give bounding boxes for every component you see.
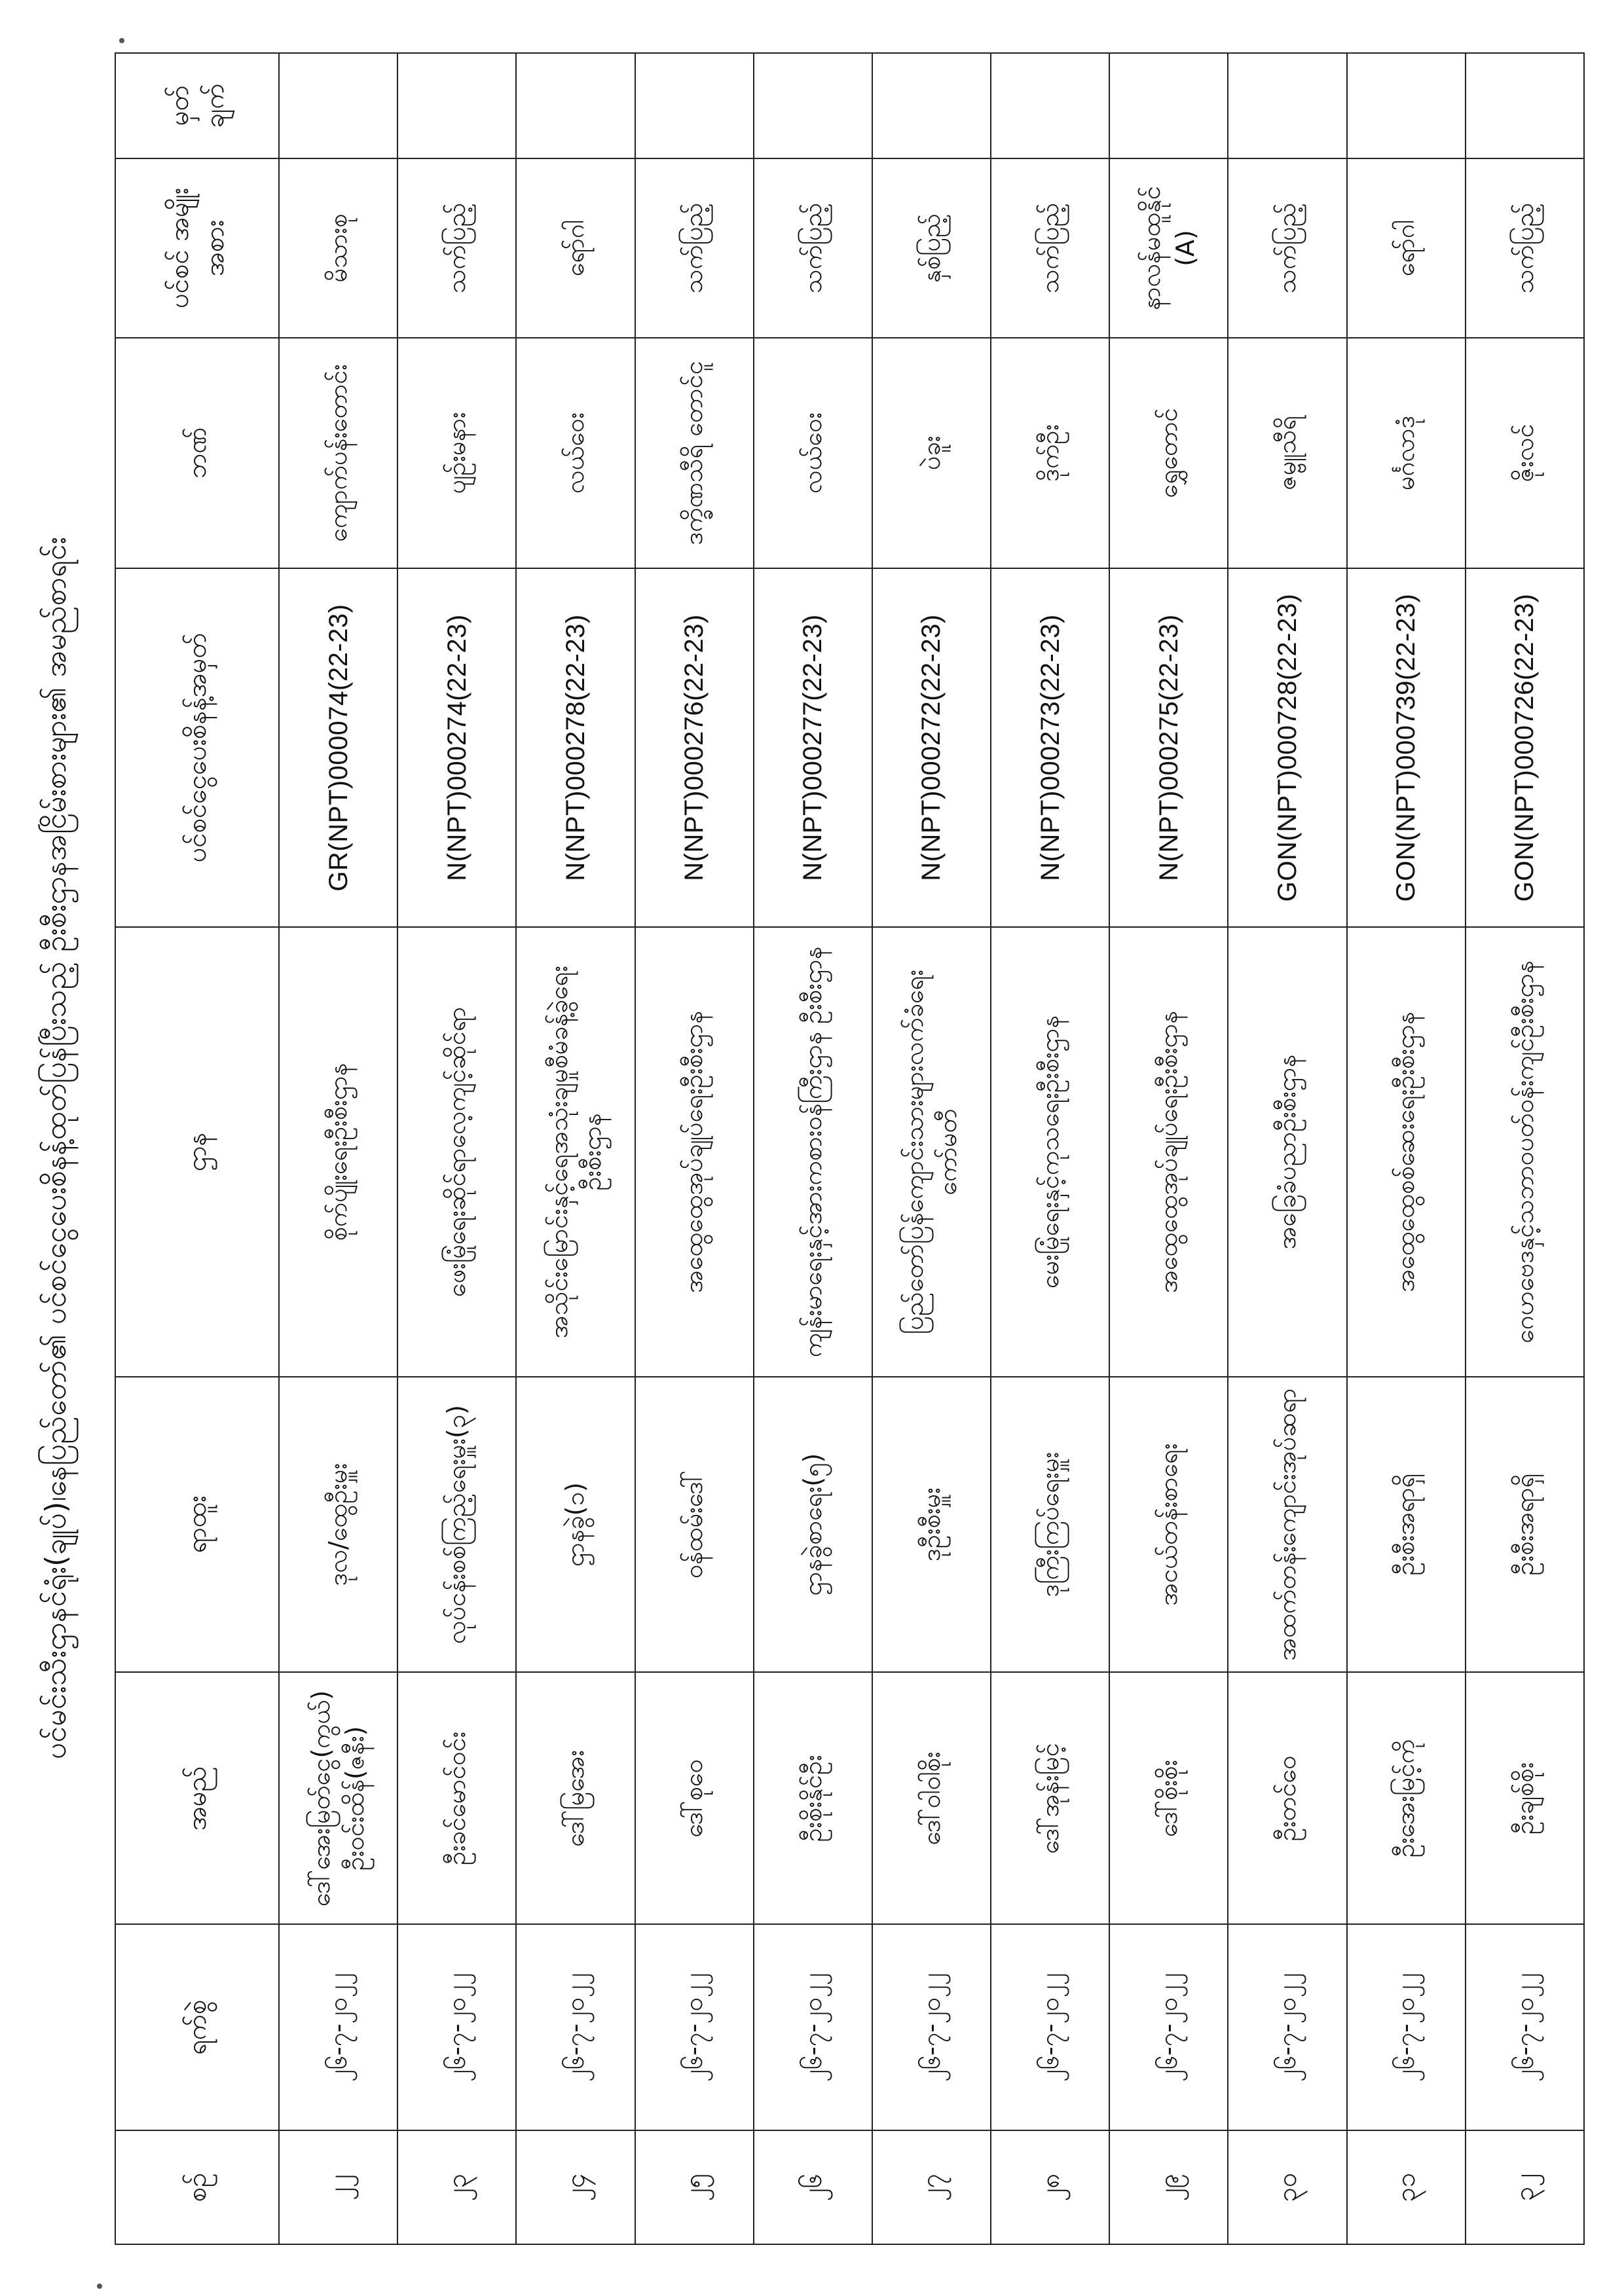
cell-pension-no: N(NPT)000275(22-23) (1109, 568, 1228, 928)
cell-rank: ဒုဦးစီးမှူး (872, 1377, 991, 1673)
cell-pension-no: N(NPT)000274(22-23) (397, 568, 516, 928)
cell-rank: ဌာနခွဲ(၁) (516, 1377, 635, 1673)
table-row (754, 53, 872, 2244)
cell-pension-type: သက်ပြည့် (1466, 158, 1584, 338)
cell-pension-no: N(NPT)000272(22-23) (872, 568, 991, 928)
cell-name: ဦးအေးမြင့်ကို (1347, 1672, 1466, 1924)
cell-department: အထွေထွေစစ်ဆေးရေးဦးစီးဌာန (1347, 927, 1466, 1376)
cell-township: ကျောက်ပန်းတောင်း (279, 338, 397, 568)
cell-no: ၃၀ (1228, 2130, 1346, 2244)
cell-remark (279, 53, 397, 158)
cell-department: ပြည်တော်ပြန်ကျောင်းသားများလက်ခံရေးကော်မတီ (872, 927, 991, 1376)
cell-pension-no: GR(NPT)000074(22-23) (279, 568, 397, 928)
cell-township: ဇိုးလင် (1466, 338, 1584, 568)
cell-township: ရွှေတောင် (1109, 338, 1228, 568)
cell-township: ဇမ္ဗူသီရိ (1228, 338, 1346, 568)
cell-remark (754, 53, 872, 158)
cell-township: ဒက္ခိဏသီရိ တောင်ငူ (635, 338, 754, 568)
cell-no: ၂၄ (516, 2130, 635, 2244)
cell-pension-no: N(NPT)000277(22-23) (754, 568, 872, 928)
cell-remark (872, 53, 991, 158)
cell-name: ဦးတင်ဝေ (1228, 1672, 1346, 1924)
cell-remark (991, 53, 1109, 158)
header-date: ရက်စွဲ (115, 1924, 279, 2130)
cell-pension-no: GON(NPT)000728(22-23) (1228, 568, 1346, 928)
cell-date: ၂၆-၇-၂၀၂၂ (754, 1924, 872, 2130)
table-header-row (115, 53, 279, 2244)
cell-rank: ဌာနခွဲစာရေး(၅) (754, 1377, 872, 1673)
header-township: ဘဏ် (115, 338, 279, 568)
cell-department: အထွေထွေအုပ်ချုပ်ရေးဦးစီးဌာန (635, 927, 754, 1376)
cell-date: ၂၆-၇-၂၀၂၂ (1466, 1924, 1584, 2130)
cell-rank: ဦးစီးအရာရှိ (1466, 1377, 1584, 1673)
cell-name: ဒေါ်စိုးစိုး (1109, 1672, 1228, 1924)
cell-pension-type: သက်ပြည့် (635, 158, 754, 338)
cell-department: မေးမြုံရေးနှင့်ကုသရေးဦးစီးဌာန (991, 927, 1109, 1376)
cell-no: ၃၁ (1347, 2130, 1466, 2244)
cell-township: ပျဉ်းမနား (397, 338, 516, 568)
table-row (635, 53, 754, 2244)
cell-pension-type: သက်ပြည့် (1228, 158, 1346, 338)
cell-department: အထွေထွေအုပ်ချုပ်ရေးဦးစီးဌာန (1109, 927, 1228, 1376)
header-no: စဉ် (115, 2130, 279, 2244)
cell-date: ၂၆-၇-၂၀၂၂ (635, 1924, 754, 2130)
table-row (279, 53, 397, 2244)
cell-remark (635, 53, 754, 158)
cell-name: ဒေါ်အုန်းမြင့် (991, 1672, 1109, 1924)
cell-township: ပဲခူး (872, 338, 991, 568)
cell-no: ၂၆ (754, 2130, 872, 2244)
cell-pension-type: သက်ပြည့် (397, 158, 516, 338)
cell-rank: လုပ်ငန်းစစ်ကြည့်ရေးမှူး(၃) (397, 1377, 516, 1673)
cell-remark (516, 53, 635, 158)
cell-remark (1228, 53, 1346, 158)
cell-no: ၂၅ (635, 2130, 754, 2244)
cell-pension-type: နာလန်မထူနိုင် (A) (1109, 158, 1228, 338)
table-body (279, 53, 1584, 2244)
table-row (991, 53, 1109, 2244)
cell-date: ၂၆-၇-၂၀၂၂ (1228, 1924, 1346, 2130)
pensioner-table-wrap (115, 52, 1585, 2245)
cell-remark (397, 53, 516, 158)
table-row (1228, 53, 1346, 2244)
cell-pension-no: GON(NPT)000739(22-23) (1347, 568, 1466, 928)
cell-rank: အငယ်တန်းစာရေး (1109, 1377, 1228, 1673)
header-pension-no: ပင်စင်ငွေပေးစိနန့်အမှတ် (115, 568, 279, 928)
cell-no: ၂၃ (397, 2130, 516, 2244)
cell-pension-no: N(NPT)000276(22-23) (635, 568, 754, 928)
cell-date: ၂၆-၇-၂၀၂၂ (991, 1924, 1109, 2130)
cell-township: လယ်ဝေး (754, 338, 872, 568)
cell-pension-type: သက်ပြည့် (991, 158, 1109, 338)
scan-speck (119, 38, 124, 43)
cell-rank: အထက်တန်းကျောင်းအုပ်ဆရာ (1228, 1377, 1346, 1673)
table-row (1347, 53, 1466, 2244)
cell-rank: ဦးစီးအရာရှိ (1347, 1377, 1466, 1673)
cell-date: ၂၆-၇-၂၀၂၂ (1109, 1924, 1228, 2130)
cell-pension-type: မိသားစု (279, 158, 397, 338)
cell-pension-type: ရော်ဂါ (516, 158, 635, 338)
cell-pension-type: ရော်ဂါ (1347, 158, 1466, 338)
cell-name: ဦးစိုးနိုင်ဦး (754, 1672, 872, 1924)
cell-department: ဂေဟဗေဒနှင့်သဘာဝပတ်ဝန်းကျင်ဦးစီးဌာန (1466, 927, 1584, 1376)
header-name: အမည် (115, 1672, 279, 1924)
cell-date: ၂၆-၇-၂၀၂၂ (872, 1924, 991, 2130)
cell-township: မင်္ဂလာဒုံ (1347, 338, 1466, 568)
cell-date: ၂၆-၇-၂၀၂၂ (1347, 1924, 1466, 2130)
header-remark: မှတ် ချက် (115, 53, 279, 158)
cell-rank: ဒုကြီးကြပ်ရေးမှူး (991, 1377, 1109, 1673)
cell-no: ၃၂ (1466, 2130, 1584, 2244)
cell-name: ဒေါ်ဝါဝါစိုး (872, 1672, 991, 1924)
cell-name: ဒေါ်မြအေး (516, 1672, 635, 1924)
header-department: ဌာန (115, 927, 279, 1376)
cell-no: ၂၈ (991, 2130, 1109, 2244)
cell-department: အသိုင်းမြောင်းနှင့်ရေအသုံးချမှုစီမံခန့်ခွဲရေး ဦးစီးဌာန (516, 927, 635, 1376)
table-row (1466, 53, 1584, 2244)
cell-township: လယ်ဝေး (516, 338, 635, 568)
pensioner-table (115, 52, 1585, 2245)
cell-pension-no: N(NPT)000278(22-23) (516, 568, 635, 928)
table-row (1109, 53, 1228, 2244)
page-title: ပင်မင်းသီးဌာနင်ရုံး(ချုပ်)၊နေပြည်တော်၏ ပင်စင်ငွေပေးစိနန့်ထုတ်ပြန်ပြီးသည့် ဦးစီးဌာနအငြိမ်းစားများ၏ အမည်စာရင်း (39, 536, 73, 1760)
header-pension-type: ပင်စင် အမျိုးအစား (115, 158, 279, 338)
table-row (397, 53, 516, 2244)
cell-no: ၂၉ (1109, 2130, 1228, 2244)
cell-name: ဒေါ်စုဝေ (635, 1672, 754, 1924)
cell-no: ၂၇ (872, 2130, 991, 2244)
cell-name: ဦးချစ်စိုး (1466, 1672, 1584, 1924)
table-row (516, 53, 635, 2244)
scan-speck (97, 2284, 102, 2289)
cell-pension-no: GON(NPT)000726(22-23) (1466, 568, 1584, 928)
header-rank: ရာထူး (115, 1377, 279, 1673)
cell-pension-type: သက်ပြည့် (754, 158, 872, 338)
cell-name: ဦးခင်မောင်ဝင်း (397, 1672, 516, 1924)
cell-pension-type: နှစ်ပြည့် (872, 158, 991, 338)
cell-remark (1347, 53, 1466, 158)
table-row (872, 53, 991, 2244)
cell-rank: ဒုလ/ထွေဦးမှူး (279, 1377, 397, 1673)
cell-date: ၂၆-၇-၂၀၂၂ (516, 1924, 635, 2130)
cell-date: ၂၆-၇-၂၀၂၂ (397, 1924, 516, 2130)
cell-no: ၂၂ (279, 2130, 397, 2244)
cell-pension-no: N(NPT)000273(22-23) (991, 568, 1109, 928)
cell-remark (1466, 53, 1584, 158)
cell-township: ဒိုက်ဦး (991, 338, 1109, 568)
cell-department: စိုက်ပျိုးရေးဦးစီးဌာန (279, 927, 397, 1376)
cell-department: ကျန်းမာရေးနှင့်အားကစားဝန်ကြီးဌာန ဦးစီးဌာန (754, 927, 872, 1376)
cell-remark (1109, 53, 1228, 158)
cell-department: ဖေးမြုံရေးဆိုင်ရာလေ့ကျင့်ဆိုင်ရာ (397, 927, 516, 1376)
cell-rank: ဝန်ထမ်းဒေါ် (635, 1377, 754, 1673)
cell-department: အခြေခံပညာဦးစီးဌာန (1228, 927, 1346, 1376)
cell-name: ဒေါ်အေးမြတ်ငွေ(ကွယ်) ဦးဝင်းထိန်(ဇနီး) (279, 1672, 397, 1924)
cell-date: ၂၆-၇-၂၀၂၂ (279, 1924, 397, 2130)
